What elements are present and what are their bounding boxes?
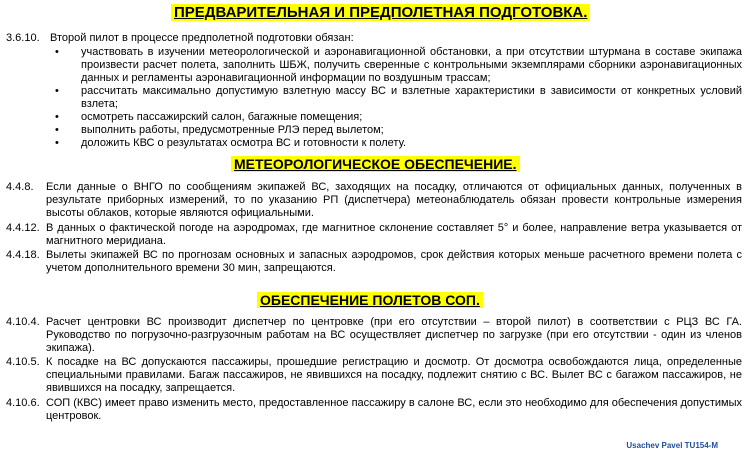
footer-author: Usachev Pavel TU154-M [626, 441, 718, 450]
paragraph-text: К посадке на ВС допускаются пассажиры, прошедшие регистрацию и досмотр. От досмотра освобождаются лица, определенные специальными правилами. Багаж пассажиров, не явившихся на посадку, подлежит снятию с ВС. Вылет ВС с багажом пассажиров, не явившихся на посадку, запрещается. [46, 356, 742, 394]
paragraph-number: 4.4.12. [6, 222, 40, 234]
paragraph-4412 [6, 222, 742, 248]
paragraph-number: 4.4.18. [6, 249, 40, 261]
bullet-icon: • [55, 137, 59, 149]
bullet-text: выполнить работы, предусмотренные РЛЭ перед вылетом; [81, 124, 384, 136]
paragraph-number: 4.10.4. [6, 316, 40, 328]
section-number: 3.6.10. [6, 32, 40, 44]
paragraph-4418 [6, 249, 742, 275]
bullet-icon: • [55, 124, 59, 136]
list-item [52, 46, 742, 85]
list-item [52, 111, 742, 124]
paragraph-448 [6, 181, 742, 220]
paragraph-text: СОП (КВС) имеет право изменить место, предоставленное пассажиру в салоне ВС, если это необходимо для обеспечения допустимых центровок. [46, 397, 742, 422]
bullet-list [52, 46, 742, 150]
bullet-text: участвовать в изучении метеорологической и аэронавигационной обстановки, а при отсутствии штурмана в составе экипажа произвести расчет полета, заполнить ШБЖ, получить сверенные с контрольными экземплярами сборники аэронавигационных данных и регламенты аэронавигационной информации по воздушным трассам; [81, 46, 742, 84]
paragraph-text: Если данные о ВНГО по сообщениям экипажей ВС, заходящих на посадку, отличаются от официальных данных, полученных в результате приборных измерений, то по указанию РП (диспетчера) метеонаблюдатель обязан провести контрольные измерения высоты облаков, которые являются официальными. [46, 181, 742, 219]
paragraph-4106 [6, 397, 742, 423]
bullet-text: осмотреть пассажирский салон, багажные помещения; [81, 111, 363, 123]
paragraph-text: В данных о фактической погоде на аэродромах, где магнитное склонение составляет 5° и более, направление ветра указывается от магнитного меридиана. [46, 222, 742, 247]
bullet-icon: • [55, 111, 59, 123]
title-sop: ОБЕСПЕЧЕНИЕ ПОЛЕТОВ СОП. [257, 292, 483, 308]
paragraph-text: Вылеты экипажей ВС по прогнозам основных и запасных аэродромов, срок действия которых меньше расчетного времени полета с учетом дополнительного времени 30 мин, запрещаются. [46, 249, 742, 274]
title-meteo: МЕТЕОРОЛОГИЧЕСКОЕ ОБЕСПЕЧЕНИЕ. [231, 156, 520, 172]
paragraph-4104 [6, 316, 742, 355]
list-item [52, 124, 742, 137]
bullet-icon: • [55, 46, 59, 58]
bullet-text: доложить КВС о результатах осмотра ВС и готовности к полету. [81, 137, 407, 149]
paragraph-text: Расчет центровки ВС производит диспетчер по центровке (при его отсутствии – второй пилот) в соответствии с РЦЗ ВС ГА. Руководство по погрузочно-разгрузочным работам на ВС осуществляет диспетчер по загрузке (при его отсутствии - один из членов экипажа). [46, 316, 742, 354]
list-item [52, 137, 742, 150]
paragraph-number: 4.4.8. [6, 181, 34, 193]
paragraph-number: 4.10.5. [6, 356, 40, 368]
section-3610-heading [6, 32, 746, 45]
list-item [52, 85, 742, 111]
section-text: Второй пилот в процессе предполетной подготовки обязан: [50, 32, 354, 44]
title-preflight: ПРЕДВАРИТЕЛЬНАЯ И ПРЕДПОЛЕТНАЯ ПОДГОТОВКА. [171, 4, 590, 21]
paragraph-4105 [6, 356, 742, 395]
paragraph-number: 4.10.6. [6, 397, 40, 409]
bullet-text: рассчитать максимально допустимую взлетную массу ВС и взлетные характеристики в зависимости от конкретных условий взлета; [81, 85, 742, 110]
bullet-icon: • [55, 85, 59, 97]
